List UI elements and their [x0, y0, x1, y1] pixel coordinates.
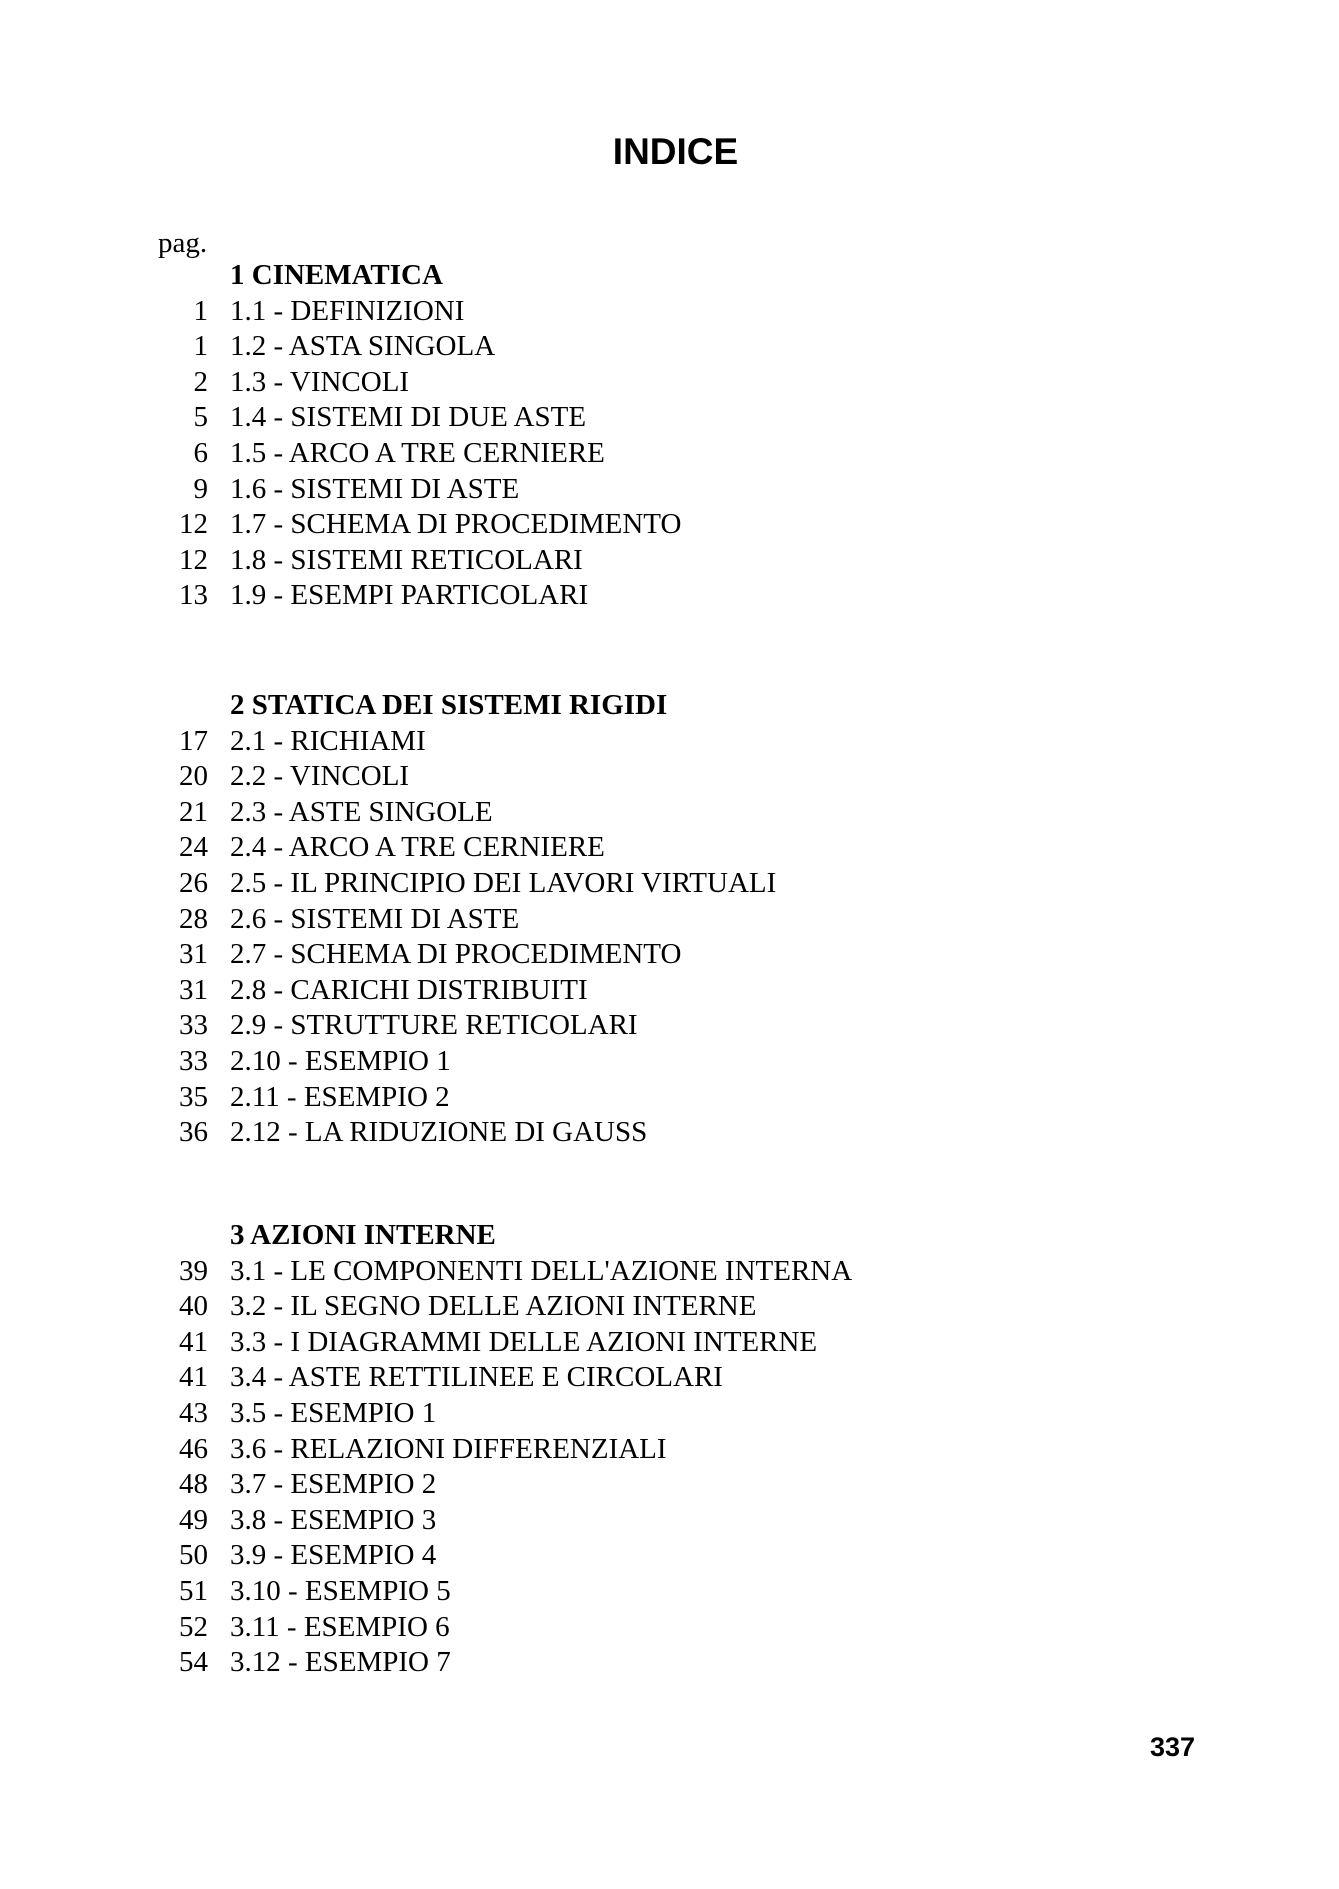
toc-entry-page: 12: [179, 508, 208, 541]
toc-entry-page: 26: [179, 867, 208, 899]
toc-entry-page: 2: [193, 365, 208, 398]
toc-entry-title: 3.9 - ESEMPIO 4: [230, 1539, 437, 1572]
toc-entry-page: 54: [179, 1646, 208, 1679]
toc-entry-page: 6: [193, 437, 208, 469]
toc-entry-title: 3.10 - ESEMPIO 5: [230, 1575, 451, 1607]
toc-entry-page: 51: [179, 1575, 208, 1607]
toc-entry-page: 1: [193, 330, 208, 363]
toc-entry-page: 46: [179, 1432, 208, 1465]
toc-entry-title: 3.5 - ESEMPIO 1: [230, 1397, 437, 1429]
toc-entry-page: 43: [179, 1397, 208, 1429]
toc-entry-title: 2.12 - LA RIDUZIONE DI GAUSS: [230, 1116, 648, 1149]
toc-entry-title: 2.5 - IL PRINCIPIO DEI LAVORI VIRTUALI: [230, 867, 777, 899]
toc-entry-title: 3.12 - ESEMPIO 7: [230, 1646, 451, 1679]
toc-entry-page: 49: [179, 1503, 208, 1536]
toc-entry-page: 12: [179, 543, 208, 576]
toc-entry-title: 2.8 - CARICHI DISTRIBUITI: [230, 973, 588, 1006]
page-number: 337: [1149, 1732, 1195, 1762]
chapter-heading-text: 3 AZIONI INTERNE: [230, 1219, 496, 1251]
toc-entry-title: 1.5 - ARCO A TRE CERNIERE: [230, 437, 605, 469]
toc-entry-page: 33: [179, 1009, 208, 1042]
chapter-heading-text: 2 STATICA DEI SISTEMI RIGIDI: [230, 689, 668, 721]
chapter-heading-text: 1 CINEMATICA: [230, 259, 443, 291]
toc-entry-page: 31: [179, 973, 208, 1006]
toc-entry-page: 20: [179, 760, 208, 793]
toc-entry-title: 2.3 - ASTE SINGOLE: [230, 795, 493, 828]
toc-entry-page: 24: [179, 831, 208, 864]
toc-entry-title: 3.7 - ESEMPIO 2: [230, 1468, 437, 1501]
toc-entry-title: 3.3 - I DIAGRAMMI DELLE AZIONI INTERNE: [230, 1325, 818, 1358]
toc-entry-page: 17: [179, 724, 208, 757]
toc-entry-page: 41: [179, 1361, 208, 1394]
toc-entry-title: 3.8 - ESEMPIO 3: [230, 1503, 437, 1536]
toc-entry-page: 9: [193, 472, 208, 505]
toc-entry-page: 1: [193, 294, 208, 327]
toc-entry-page: 48: [179, 1468, 208, 1501]
toc-entry-page: 40: [179, 1290, 208, 1323]
toc-entry-page: 33: [179, 1045, 208, 1077]
toc-entry-title: 3.11 - ESEMPIO 6: [230, 1610, 450, 1643]
toc-entry-page: 13: [179, 579, 208, 612]
toc-entry-title: 3.6 - RELAZIONI DIFFERENZIALI: [230, 1432, 667, 1465]
toc-entry-page: 41: [179, 1325, 208, 1358]
toc-entry-title: 2.10 - ESEMPIO 1: [230, 1045, 451, 1077]
toc-entry-title: 2.9 - STRUTTURE RETICOLARI: [230, 1009, 638, 1042]
toc-entry-title: 2.2 - VINCOLI: [230, 760, 410, 793]
toc-entry-page: 36: [179, 1116, 208, 1149]
toc-entry-page: 31: [179, 938, 208, 971]
toc-entry-title: 3.1 - LE COMPONENTI DELL'AZIONE INTERNA: [230, 1254, 853, 1287]
toc-entry-title: 2.11 - ESEMPIO 2: [230, 1080, 450, 1113]
toc-entry-page: 5: [193, 401, 208, 434]
toc-entry-title: 2.1 - RICHIAMI: [230, 724, 426, 757]
toc-entry-page: 35: [179, 1080, 208, 1113]
toc-entry-title: 1.2 - ASTA SINGOLA: [230, 330, 496, 363]
toc-entry-title: 1.7 - SCHEMA DI PROCEDIMENTO: [230, 508, 682, 541]
toc-entry-page: 50: [179, 1539, 208, 1572]
toc-entry-title: 1.1 - DEFINIZIONI: [230, 294, 465, 327]
toc-entry-title: 1.8 - SISTEMI RETICOLARI: [230, 543, 583, 576]
toc-entry-page: 39: [179, 1254, 208, 1287]
toc-entry-page: 21: [179, 795, 208, 828]
toc-entry-title: 3.2 - IL SEGNO DELLE AZIONI INTERNE: [230, 1290, 757, 1323]
toc-entry-title: 2.6 - SISTEMI DI ASTE: [230, 902, 520, 935]
toc-entry-title: 2.7 - SCHEMA DI PROCEDIMENTO: [230, 938, 682, 971]
toc-entry-title: 1.6 - SISTEMI DI ASTE: [230, 472, 520, 505]
toc-entry-title: 3.4 - ASTE RETTILINEE E CIRCOLARI: [230, 1361, 723, 1394]
page-title: INDICE: [612, 131, 739, 172]
toc-entry-title: 2.4 - ARCO A TRE CERNIERE: [230, 831, 605, 864]
toc-entry-title: 1.3 - VINCOLI: [230, 365, 410, 398]
toc-entry-page: 28: [179, 902, 208, 935]
toc-entry-title: 1.4 - SISTEMI DI DUE ASTE: [230, 401, 587, 434]
toc-entry-page: 52: [179, 1610, 208, 1643]
toc-entry-title: 1.9 - ESEMPI PARTICOLARI: [230, 579, 589, 612]
page-column-label: pag.: [158, 227, 208, 259]
